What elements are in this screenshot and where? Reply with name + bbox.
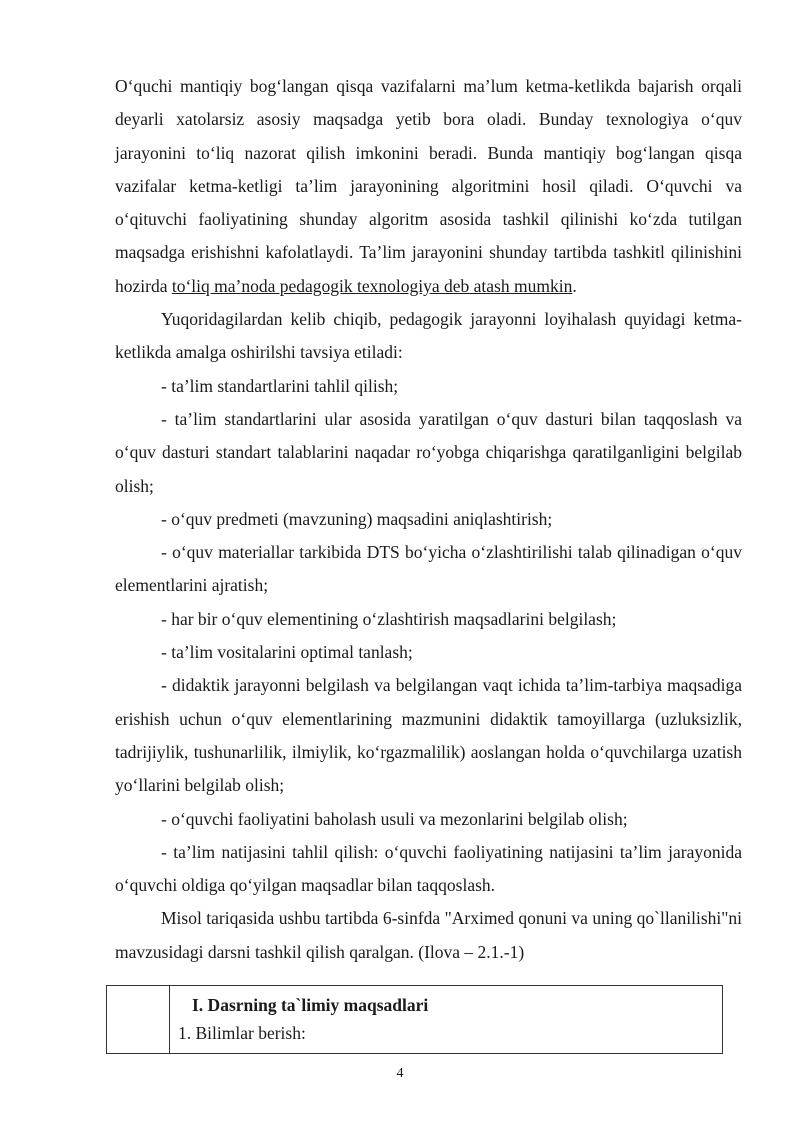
underlined-phrase: to‘liq ma’noda pedagogik texnologiya deb atash mumkin bbox=[171, 275, 573, 296]
list-item: - o‘quv predmeti (mavzuning) maqsadini aniqlashtirish; bbox=[161, 508, 553, 529]
list-item: - didaktik jarayonni belgilash va belgilangan vaqt ichida ta’lim-tarbiya maqsadiga erishish uchun o‘quv elementlarining mazmunini didaktik tamoyillarga (uzluksizlik, tadrijiylik, tushunarlilik, ilmiylik, ko‘rgazmalilik) aoslangan holda o‘quvchilarga uzatish yo‘llarini belgilab olish; bbox=[115, 675, 742, 796]
page-number: 4 bbox=[396, 1066, 404, 1081]
paragraph-intro-end: . bbox=[572, 275, 577, 296]
table-right-cell bbox=[170, 986, 722, 1053]
list-item: - har bir o‘quv elementining o‘zlashtirish maqsadlarini belgilash; bbox=[161, 608, 617, 629]
paragraph-example: Misol tariqasida ushbu tartibda 6-sinfda "Arximed qonuni va uning qo`llanilishi"ni mavzusidagi darsni tashkil qilish qaralgan. (Ilova – 2.1.-1) bbox=[115, 908, 742, 962]
lesson-objectives-table bbox=[106, 985, 723, 1054]
paragraph-intro bbox=[115, 70, 742, 303]
paragraph-sequence-intro: Yuqoridagilardan kelib chiqib, pedagogik jarayonni loyihalash quyidagi ketma-ketlikda amalga oshirilshi tavsiya etiladi: bbox=[115, 309, 742, 363]
table-item: 1. Bilimlar berish: bbox=[178, 1023, 306, 1043]
list-item: - o‘quvchi faoliyatini baholash usuli va mezonlarini belgilab olish; bbox=[161, 808, 628, 829]
list-item: - ta’lim standartlarini ular asosida yaratilgan o‘quv dasturi bilan taqqoslash va o‘quv dasturi standart talablarini naqadar ro‘yobga chiqarishga qaratilganligini belgilab olish; bbox=[115, 408, 742, 496]
table-left-cell bbox=[107, 986, 170, 1053]
list-item: - ta’lim standartlarini tahlil qilish; bbox=[161, 375, 399, 396]
paragraph-intro-text: O‘quchi mantiqiy bog‘langan qisqa vazifalarni ma’lum ketma-ketlikda bajarish orqali deyarli xatolarsiz asosiy maqsadga yetib bora oladi. Bunday texnologiya o‘quv jarayonini to‘liq nazorat qilish imkonini beradi. Bunda mantiqiy bog‘langan qisqa vazifalar ketma-ketligi ta’lim jarayonining algoritmini hosil qiladi. O‘quvchi va o‘qituvchi faoliyatining shunday algoritm asosida tashkil qilinishi ko‘zda tutilgan maqsadga erishishni kafolatlaydi. Ta’lim jarayonini shunday tartibda tashkitl qilinishini hozirda bbox=[115, 76, 742, 296]
list-item: - ta’lim vositalarini optimal tanlash; bbox=[161, 642, 413, 663]
list-item: - o‘quv materiallar tarkibida DTS bo‘yicha o‘zlashtirilishi talab qilinadigan o‘quv elementlarini ajratish; bbox=[115, 542, 742, 596]
document-body bbox=[115, 70, 742, 969]
list-item: - ta’lim natijasini tahlil qilish: o‘quvchi faoliyatining natijasini ta’lim jarayonida o‘quvchi oldiga qo‘yilgan maqsadlar bilan taqqoslash. bbox=[115, 841, 742, 896]
table-heading: I. Dasrning ta`limiy maqsadlari bbox=[192, 995, 429, 1015]
